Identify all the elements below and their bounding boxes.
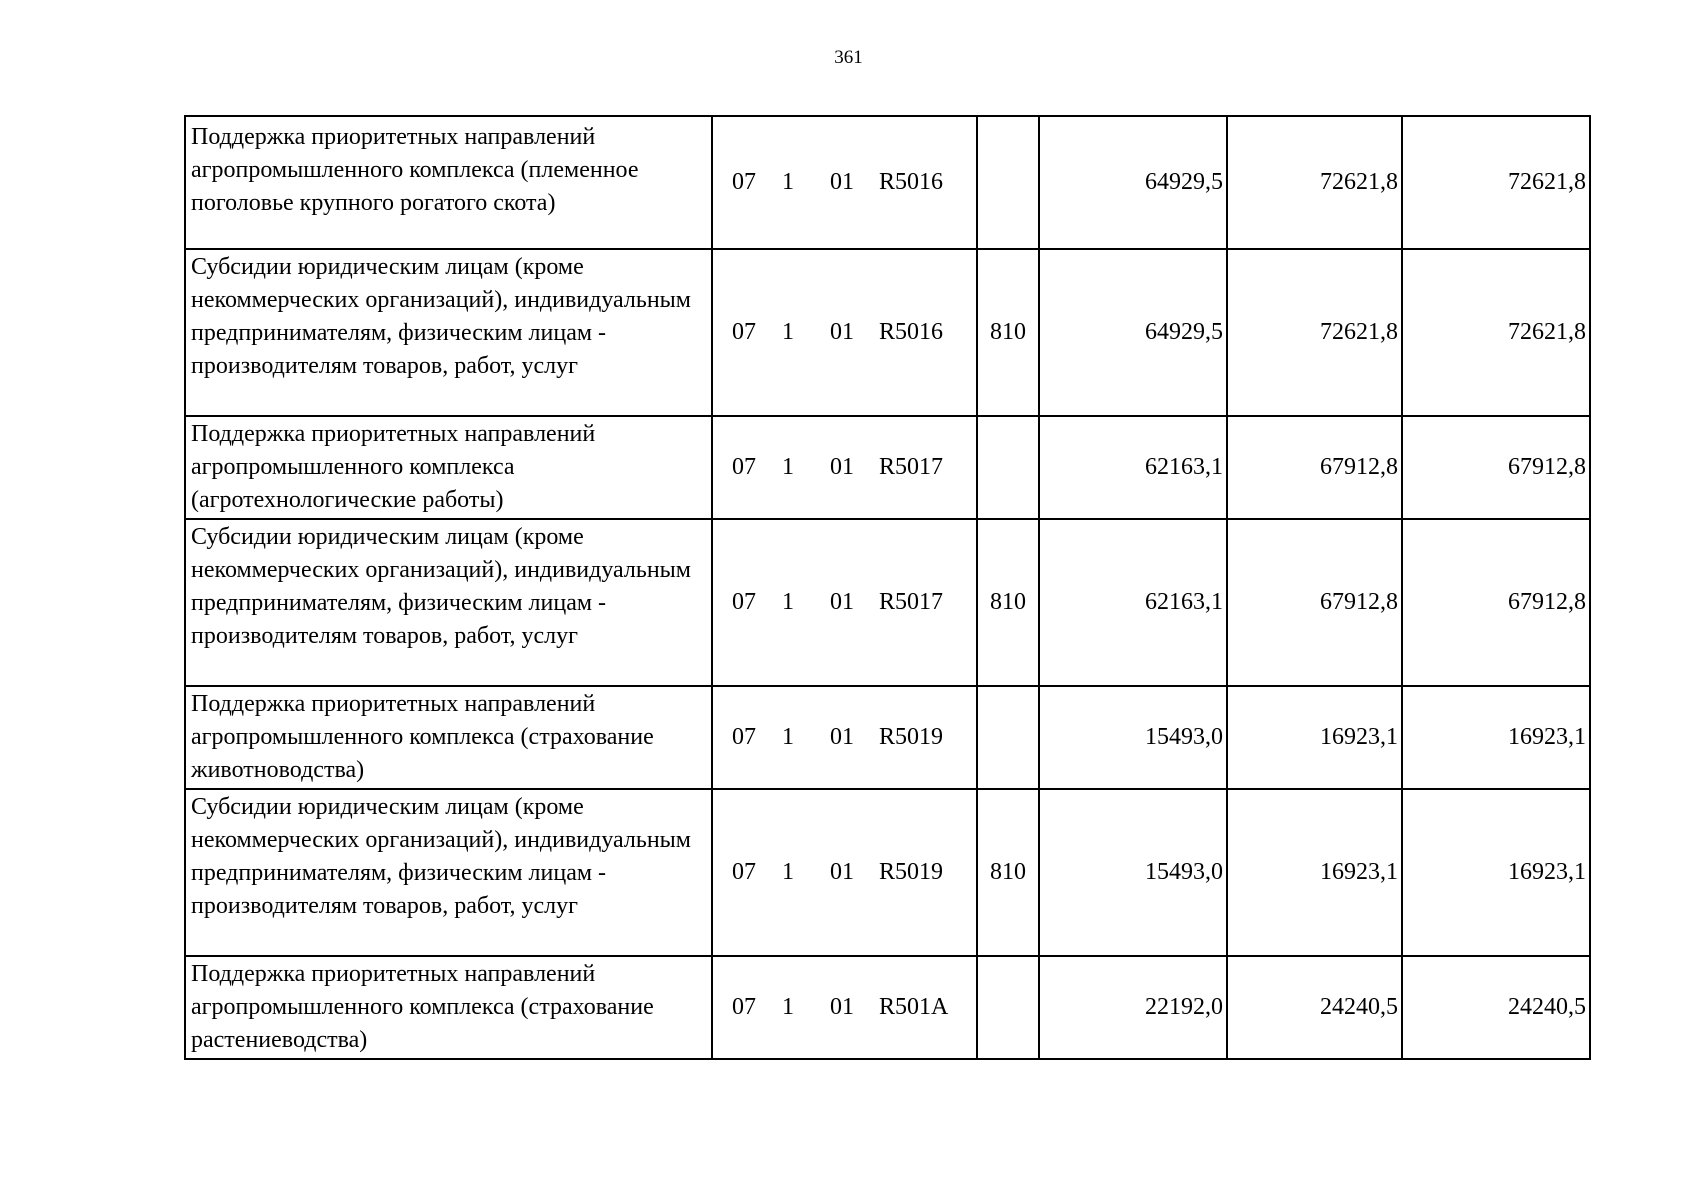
row-name: Субсидии юридическим лицам (кроме некоммерческих организаций), индивидуальным предпринимателям, физическим лицам - производителям товаров, работ, услуг (185, 789, 712, 956)
row-code-parts (712, 519, 879, 686)
table-row (185, 519, 1590, 686)
amount-year-3: 24240,5 (1402, 956, 1590, 1059)
measure-code: 01 (830, 454, 854, 480)
subprogram-code: 1 (782, 859, 794, 885)
row-code-parts (712, 416, 879, 519)
amount-year-2: 67912,8 (1227, 519, 1402, 686)
subprogram-code: 1 (782, 169, 794, 195)
subprogram-code: 1 (782, 724, 794, 750)
row-name: Поддержка приоритетных направлений агропромышленного комплекса (страхование животноводства) (185, 686, 712, 789)
amount-year-1: 15493,0 (1039, 686, 1227, 789)
table-row (185, 116, 1590, 249)
amount-year-1: 64929,5 (1039, 116, 1227, 249)
row-name: Субсидии юридическим лицам (кроме некоммерческих организаций), индивидуальным предпринимателям, физическим лицам - производителям товаров, работ, услуг (185, 519, 712, 686)
program-code: 07 (732, 319, 756, 345)
amount-year-3: 67912,8 (1402, 416, 1590, 519)
program-code: 07 (732, 859, 756, 885)
program-code: 07 (732, 724, 756, 750)
table-row (185, 686, 1590, 789)
row-code-parts (712, 116, 879, 249)
expense-type-code (977, 956, 1039, 1059)
table-row (185, 789, 1590, 956)
direction-code: R5017 (879, 519, 977, 686)
measure-code: 01 (830, 319, 854, 345)
amount-year-3: 16923,1 (1402, 789, 1590, 956)
expense-type-code (977, 416, 1039, 519)
measure-code: 01 (830, 589, 854, 615)
program-code: 07 (732, 169, 756, 195)
measure-code: 01 (830, 724, 854, 750)
table-row (185, 249, 1590, 416)
measure-code: 01 (830, 169, 854, 195)
amount-year-1: 22192,0 (1039, 956, 1227, 1059)
amount-year-2: 24240,5 (1227, 956, 1402, 1059)
row-code-parts (712, 956, 879, 1059)
direction-code: R5017 (879, 416, 977, 519)
table-body (185, 116, 1590, 1059)
amount-year-3: 72621,8 (1402, 116, 1590, 249)
measure-code: 01 (830, 859, 854, 885)
expense-type-code (977, 116, 1039, 249)
subprogram-code: 1 (782, 994, 794, 1020)
expense-type-code: 810 (977, 249, 1039, 416)
direction-code: R5019 (879, 686, 977, 789)
amount-year-3: 16923,1 (1402, 686, 1590, 789)
row-name: Поддержка приоритетных направлений агропромышленного комплекса (страхование растениеводства) (185, 956, 712, 1059)
budget-table (184, 115, 1591, 1060)
expense-type-code: 810 (977, 789, 1039, 956)
page-number: 361 (834, 47, 863, 68)
direction-code: R5016 (879, 249, 977, 416)
program-code: 07 (732, 994, 756, 1020)
direction-code: R501A (879, 956, 977, 1059)
direction-code: R5016 (879, 116, 977, 249)
row-name: Поддержка приоритетных направлений агропромышленного комплекса (агротехнологические работы) (185, 416, 712, 519)
subprogram-code: 1 (782, 319, 794, 345)
amount-year-1: 62163,1 (1039, 416, 1227, 519)
amount-year-2: 16923,1 (1227, 686, 1402, 789)
amount-year-2: 67912,8 (1227, 416, 1402, 519)
table-row (185, 416, 1590, 519)
row-code-parts (712, 686, 879, 789)
expense-type-code: 810 (977, 519, 1039, 686)
direction-code: R5019 (879, 789, 977, 956)
expense-type-code (977, 686, 1039, 789)
row-code-parts (712, 249, 879, 416)
program-code: 07 (732, 589, 756, 615)
row-name: Субсидии юридическим лицам (кроме некоммерческих организаций), индивидуальным предпринимателям, физическим лицам - производителям товаров, работ, услуг (185, 249, 712, 416)
table-row (185, 956, 1590, 1059)
amount-year-1: 64929,5 (1039, 249, 1227, 416)
amount-year-1: 15493,0 (1039, 789, 1227, 956)
row-code-parts (712, 789, 879, 956)
subprogram-code: 1 (782, 589, 794, 615)
subprogram-code: 1 (782, 454, 794, 480)
amount-year-2: 16923,1 (1227, 789, 1402, 956)
amount-year-2: 72621,8 (1227, 116, 1402, 249)
amount-year-1: 62163,1 (1039, 519, 1227, 686)
amount-year-3: 67912,8 (1402, 519, 1590, 686)
row-name: Поддержка приоритетных направлений агропромышленного комплекса (племенное поголовье крупного рогатого скота) (185, 116, 712, 249)
program-code: 07 (732, 454, 756, 480)
measure-code: 01 (830, 994, 854, 1020)
amount-year-3: 72621,8 (1402, 249, 1590, 416)
amount-year-2: 72621,8 (1227, 249, 1402, 416)
